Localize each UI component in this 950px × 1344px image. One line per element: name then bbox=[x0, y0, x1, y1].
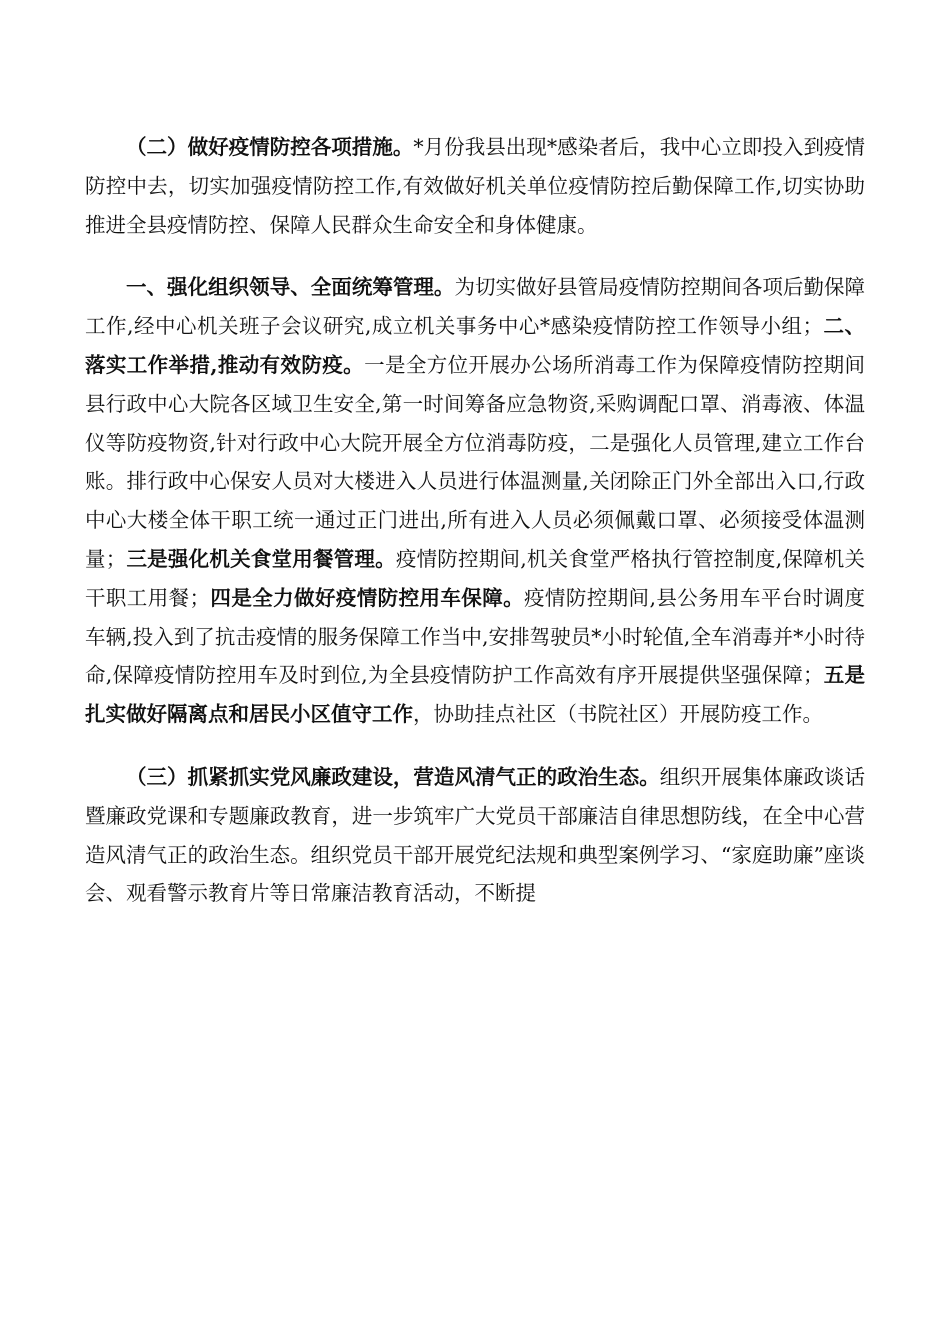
paragraph-text: 为切实做好县管局疫情防控期间各项后勤保障工作,经中心机关班子会议研究,成立机关事务中心*感染疫情防控工作领导小组； bbox=[85, 275, 866, 339]
section-heading-2: （二）做好疫情防控各项措施。 bbox=[126, 135, 414, 159]
subheading-canteen: 三是强化机关食堂用餐管理。 bbox=[126, 546, 396, 571]
paragraph-organization-measures bbox=[85, 268, 865, 734]
paragraph-epidemic-measures bbox=[85, 128, 865, 244]
subheading-organization: 一、强化组织领导、全面统筹管理。 bbox=[126, 275, 455, 300]
paragraph-party-conduct bbox=[85, 758, 865, 913]
paragraph-text: *月份我县出现*感染者后，我中心立即投入到疫情防控中去，切实加强疫情防控工作,有效做好机关单位疫情防控后勤保障工作,切实协助推进全县疫情防控、保障人民群众生命安全和身体健康。 bbox=[85, 135, 866, 237]
paragraph-text: 疫情防控期间,县公务用车平台时调度车辆,投入到了抗击疫情的服务保障工作当中,安排驾驶员*小时轮值,全车消毒并*小时待命,保障疫情防控用车及时到位,为全县疫情防护工作高效有序开展提供坚强保障； bbox=[85, 585, 866, 688]
document-page bbox=[85, 128, 865, 937]
paragraph-text: 一是全方位开展办公场所消毒工作为保障疫情防控期间县行政中心大院各区域卫生安全,第一时间筹备应急物资,采购调配口罩、消毒液、体温仪等防疫物资,针对行政中心大院开展全方位消毒防疫，二是强化人员管理,建立工作台账。排行政中心保安人员对大楼进入人员进行体温测量,关闭除正门外全部出入口,行政中心大楼全体干职工统一通过正门进出,所有进入人员必须佩戴口罩、必须接受体温测量； bbox=[85, 352, 866, 571]
subheading-vehicles: 四是全力做好疫情防控用车保障。 bbox=[210, 585, 525, 610]
subheading-implementation: 二、落实工作举措,推动有效防疫。 bbox=[85, 314, 866, 377]
paragraph-text: 疫情防控期间,机关食堂严格执行管控制度,保障机关干职工用餐； bbox=[85, 546, 866, 610]
subheading-isolation: 五是扎实做好隔离点和居民小区值守工作 bbox=[85, 663, 866, 727]
paragraph-text: ，协助挂点社区（书院社区）开展防疫工作。 bbox=[413, 702, 823, 727]
section-heading-3: （三）抓紧抓实党风廉政建设，营造风清气正的政治生态。 bbox=[126, 764, 660, 789]
paragraph-text: 组织开展集体廉政谈话暨廉政党课和专题廉政教育，进一步筑牢广大党员干部廉洁自律思想防线，在全中心营造风清气正的政治生态。组织党员干部开展党纪法规和典型案例学习、“家庭助廉”座谈会、观看警示教育片等日常廉洁教育活动，不断提 bbox=[85, 764, 866, 906]
